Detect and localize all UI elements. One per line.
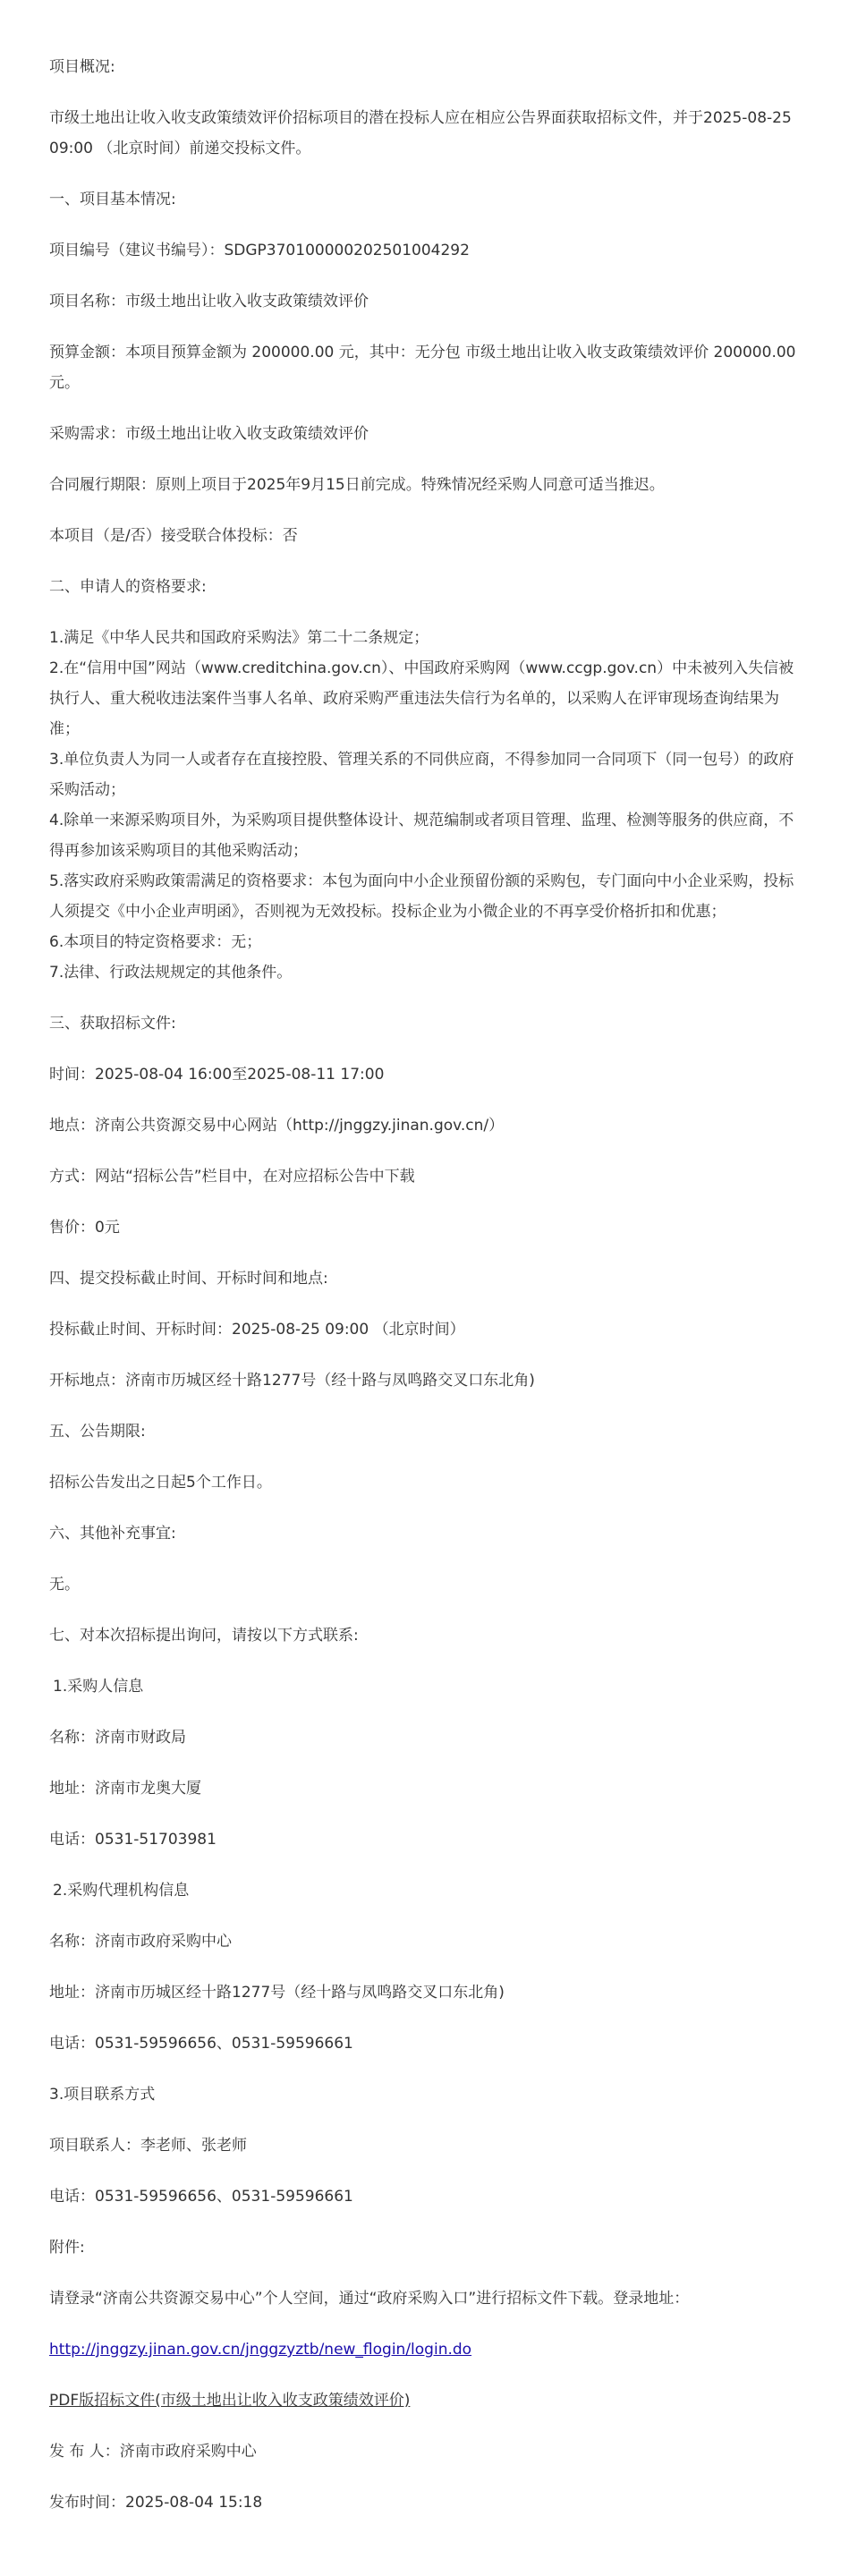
consortium: 本项目（是/否）接受联合体投标：否 [49, 527, 298, 545]
requirement-item: 4.除单一来源采购项目外，为采购项目提供整体设计、规范编制或者项目管理、监理、检测等服务的供应商，不得再参加该采购项目的其他采购活动； [49, 812, 794, 860]
contact-person: 项目联系人：李老师、张老师 [49, 2137, 247, 2155]
pdf-row [49, 2385, 796, 2416]
purchaser-address: 地址：济南市龙奥大厦 [49, 1780, 201, 1798]
section5-heading: 五、公告期限: [49, 1423, 146, 1441]
announcement-content [49, 52, 796, 2538]
contact-phone: 电话：0531-59596656、0531-59596661 [49, 2188, 353, 2206]
deadline: 投标截止时间、开标时间：2025-08-25 09:00 （北京时间） [49, 1321, 465, 1339]
purchaser-name: 名称：济南市财政局 [49, 1729, 186, 1747]
requirement-item: 3.单位负责人为同一人或者存在直接控股、管理关系的不同供应商，不得参加同一合同项下（同一包号）的政府采购活动； [49, 751, 794, 799]
obtain-place: 地点：济南公共资源交易中心网站（http://jnggzy.jinan.gov.cn/） [49, 1117, 505, 1135]
section2-heading: 二、申请人的资格要求: [49, 578, 207, 596]
purchaser-phone: 电话：0531-51703981 [49, 1831, 216, 1849]
contact-heading: 3.项目联系方式 [49, 2086, 156, 2104]
procurement-need: 采购需求：市级土地出让收入收支政策绩效评价 [49, 425, 369, 443]
requirement-item: 1.满足《中华人民共和国政府采购法》第二十二条规定； [49, 629, 429, 647]
other-matters: 无。 [49, 1576, 80, 1594]
obtain-method: 方式：网站“招标公告”栏目中，在对应招标公告中下载 [49, 1168, 415, 1186]
login-url-link[interactable]: http://jnggzy.jinan.gov.cn/jnggzyztb/new_flogin/login.do [49, 2341, 472, 2359]
section7-heading: 七、对本次招标提出询问，请按以下方式联系: [49, 1627, 359, 1645]
requirement-item: 2.在“信用中国”网站（www.creditchina.gov.cn）、中国政府采购网（www.ccgp.gov.cn）中未被列入失信被执行人、重大税收违法案件当事人名单、政府采购严重违法失信行为名单的，以采购人在评审现场查询结果为准； [49, 659, 794, 738]
publisher: 发 布 人：济南市政府采购中心 [49, 2443, 257, 2461]
attachment-heading: 附件: [49, 2239, 85, 2257]
agency-phone: 电话：0531-59596656、0531-59596661 [49, 2035, 353, 2053]
notice-period: 招标公告发出之日起5个工作日。 [49, 1474, 272, 1492]
project-number: 项目编号（建议书编号）：SDGP370100000202501004292 [49, 242, 470, 259]
section6-heading: 六、其他补充事宜: [49, 1525, 176, 1543]
login-instruction: 请登录“济南公共资源交易中心”个人空间，通过“政府采购入口”进行招标文件下载。登录地址： [49, 2290, 690, 2308]
budget: 预算金额：本项目预算金额为 200000.00 元，其中：无分包 市级土地出让收入收支政策绩效评价 200000.00 元。 [49, 344, 796, 392]
agency-address: 地址：济南市历城区经十路1277号（经十路与凤鸣路交叉口东北角) [49, 1984, 505, 2002]
project-name: 项目名称：市级土地出让收入收支政策绩效评价 [49, 293, 369, 310]
pdf-download-link[interactable]: PDF版招标文件(市级土地出让收入收支政策绩效评价) [49, 2392, 411, 2410]
section3-heading: 三、获取招标文件: [49, 1015, 176, 1033]
obtain-time: 时间：2025-08-04 16:00至2025-08-11 17:00 [49, 1066, 385, 1084]
login-url-row [49, 2334, 796, 2365]
section1-heading: 一、项目基本情况: [49, 191, 176, 208]
publish-time: 发布时间：2025-08-04 15:18 [49, 2494, 263, 2512]
overview-heading: 项目概况: [49, 58, 115, 76]
requirements-list [49, 623, 796, 988]
agency-heading: 2.采购代理机构信息 [53, 1882, 190, 1900]
section4-heading: 四、提交投标截止时间、开标时间和地点: [49, 1270, 328, 1288]
requirement-item: 5.落实政府采购政策需满足的资格要求：本包为面向中小企业预留份额的采购包，专门面向中小企业采购，投标人须提交《中小企业声明函》，否则视为无效投标。投标企业为小微企业的不再享受价格折扣和优惠； [49, 872, 794, 921]
opening-place: 开标地点：济南市历城区经十路1277号（经十路与凤鸣路交叉口东北角) [49, 1372, 535, 1390]
requirement-item: 6.本项目的特定资格要求：无； [49, 933, 262, 951]
agency-name: 名称：济南市政府采购中心 [49, 1933, 232, 1951]
price: 售价：0元 [49, 1219, 120, 1237]
overview-text: 市级土地出让收入收支政策绩效评价招标项目的潜在投标人应在相应公告界面获取招标文件，并于2025-08-25 09:00 （北京时间）前递交投标文件。 [49, 109, 792, 157]
purchaser-heading: 1.采购人信息 [53, 1678, 144, 1696]
contract-period: 合同履行期限：原则上项目于2025年9月15日前完成。特殊情况经采购人同意可适当推迟。 [49, 476, 665, 494]
requirement-item: 7.法律、行政法规规定的其他条件。 [49, 964, 293, 982]
